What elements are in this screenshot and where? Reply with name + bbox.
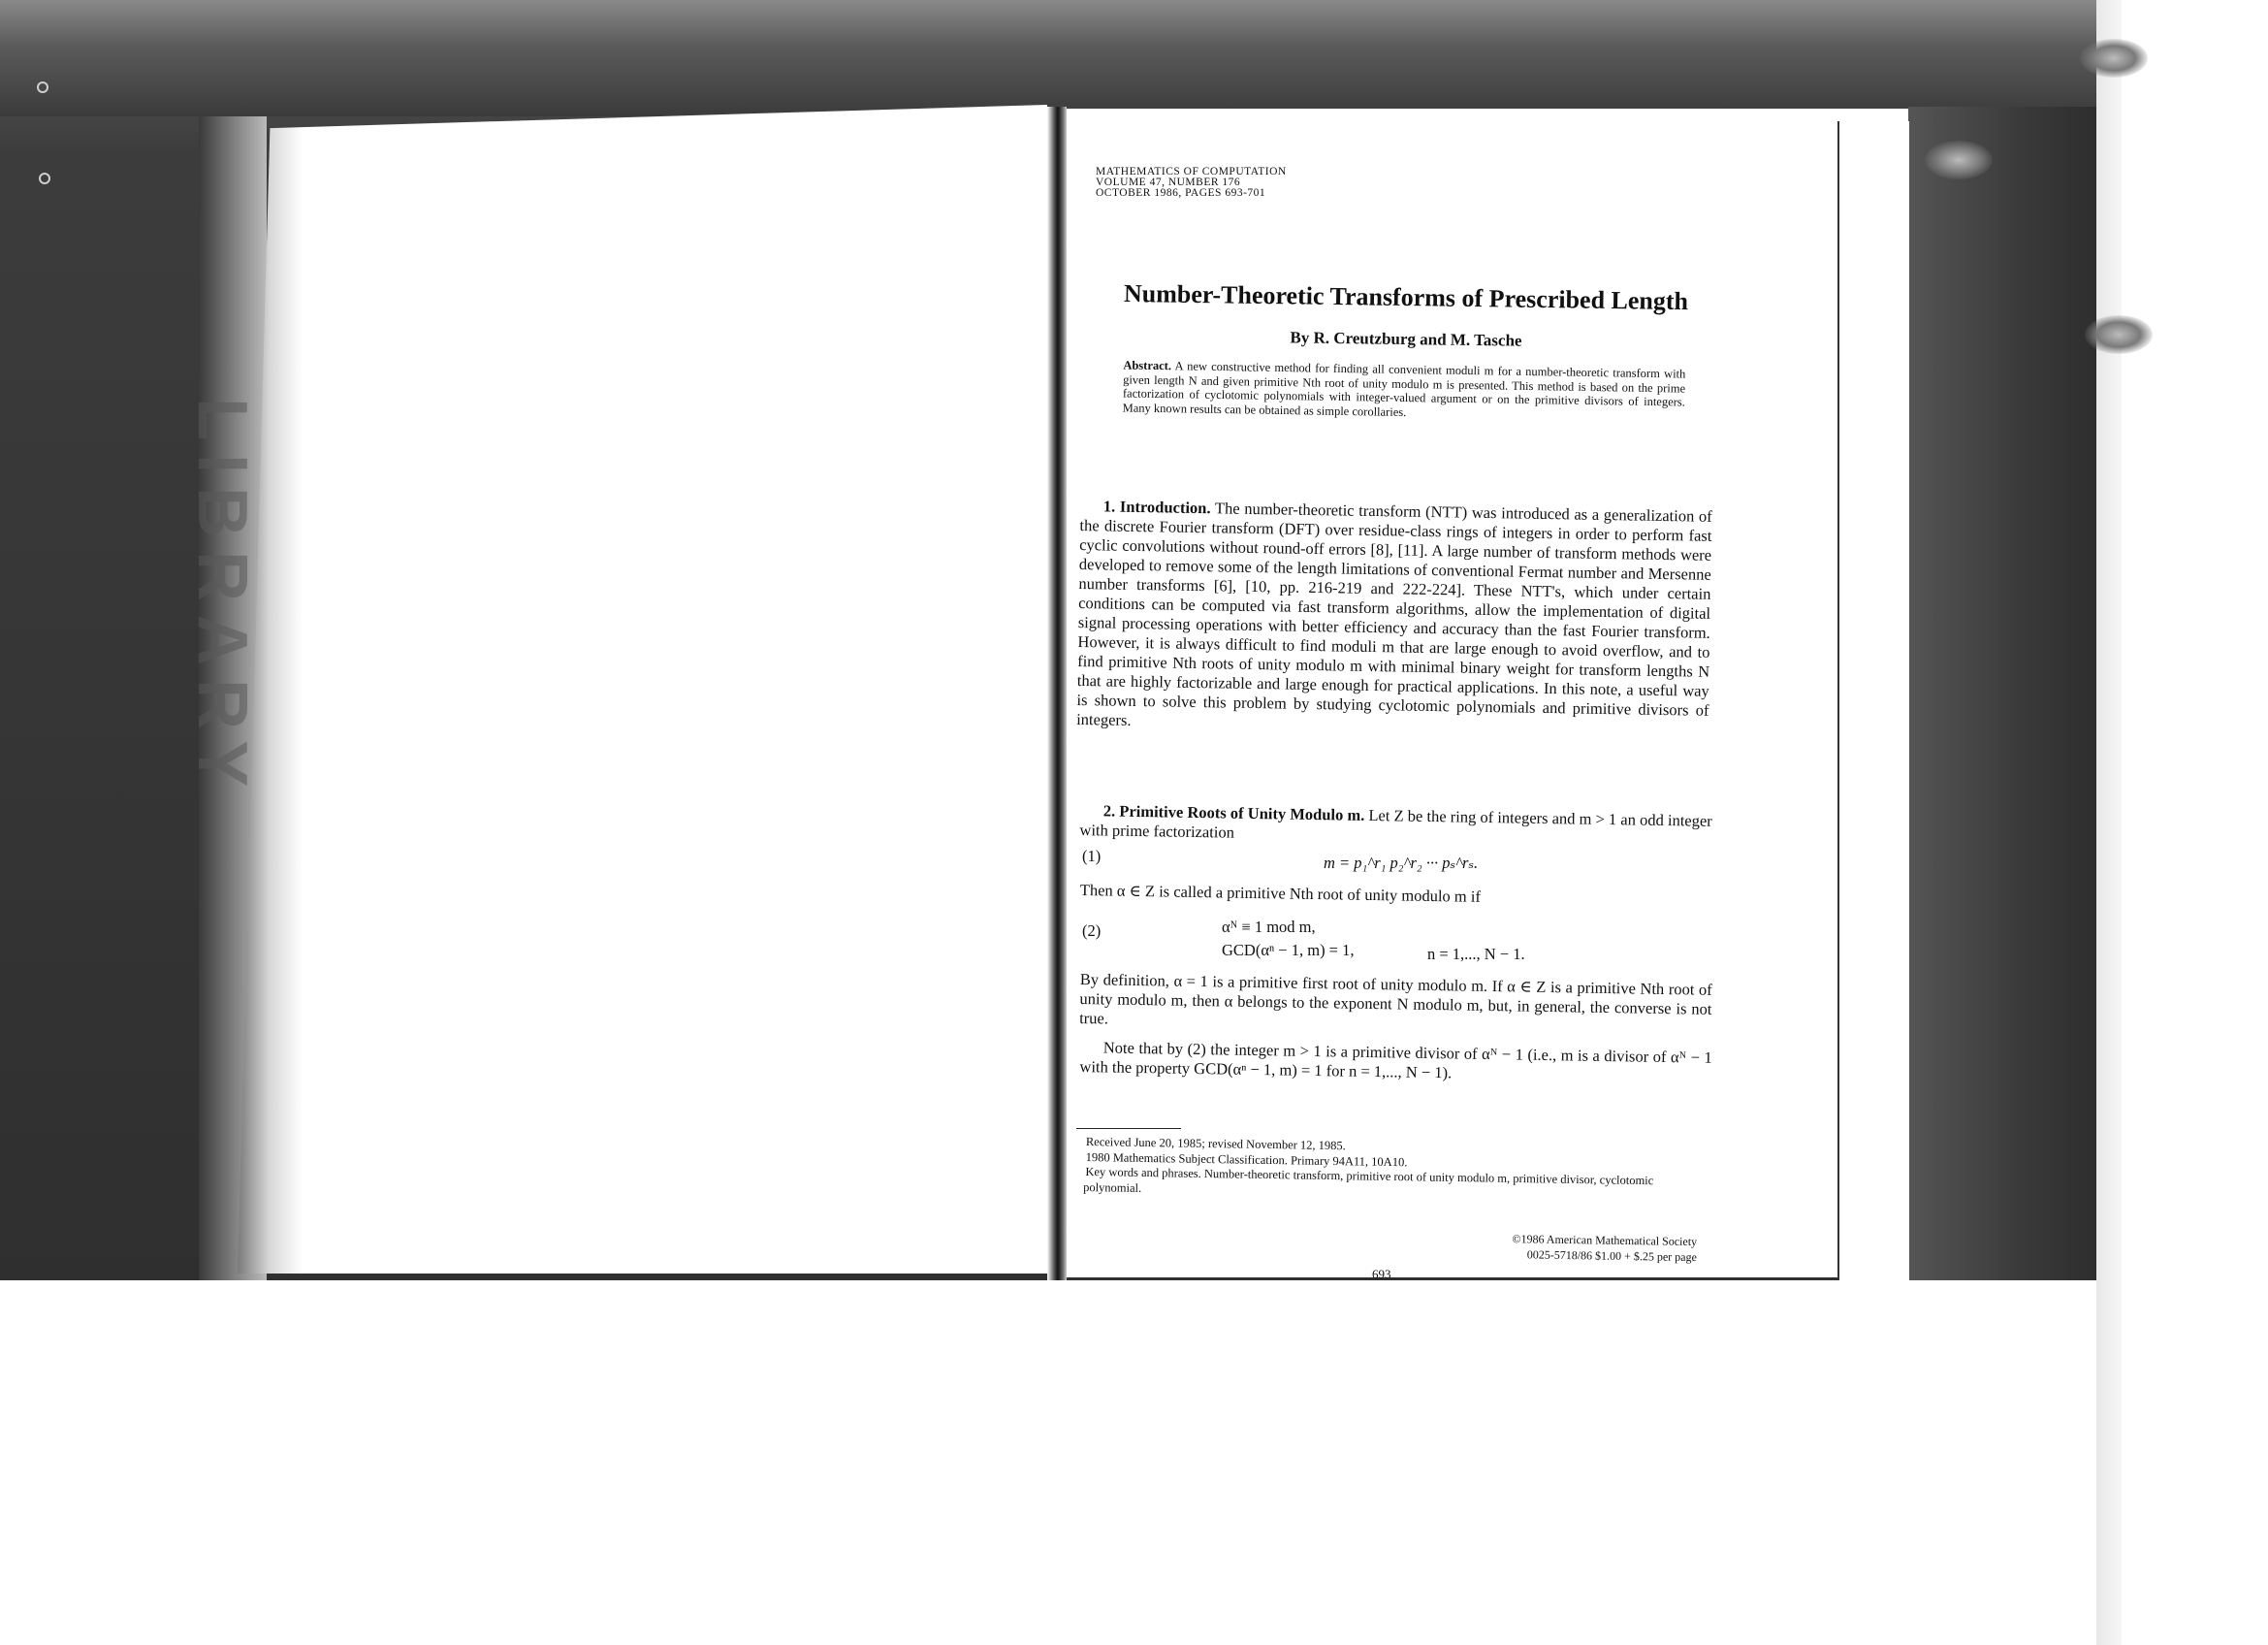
- binding-hole: [37, 81, 48, 93]
- page-number: 693: [1372, 1267, 1391, 1281]
- binding-hole: [39, 173, 50, 184]
- page-fold-edge: [1837, 121, 1909, 1280]
- definition-intro: Then α ∈ Z is called a primitive Nth root of unity modulo m if: [1079, 881, 1482, 906]
- scan-top-shadow: [0, 0, 2096, 116]
- journal-volume: VOLUME 47, NUMBER 176: [1096, 177, 1241, 188]
- light-glare: [1925, 141, 1993, 179]
- equation-number: (1): [1082, 847, 1102, 865]
- abstract-text: A new constructive method for finding all convenient moduli m for a number-theoretic transform with given length N and given primitive Nth root of unity modulo m is presented. This method is based on the prime factorization of cyclotomic polynomials with integer-valued argument or on the primitive divisors of integers. Many known results can be obtained as simple corollaries.: [1122, 359, 1686, 419]
- journal-date-pages: OCTOBER 1986, PAGES 693-701: [1096, 187, 1266, 199]
- scan-margin-strip: [2096, 0, 2122, 1645]
- copyright-notice: [1435, 1230, 1697, 1265]
- equation-congruence: αᴺ ≡ 1 mod m,: [1222, 918, 1316, 936]
- light-glare: [2080, 39, 2148, 78]
- equation-condition: n = 1,..., N − 1.: [1427, 945, 1525, 963]
- section-heading: 2. Primitive Roots of Unity Modulo m.: [1102, 801, 1365, 824]
- journal-name: MATHEMATICS OF COMPUTATION: [1096, 166, 1287, 177]
- paper-authors: By R. Creutzburg and M. Tasche: [1290, 328, 1522, 350]
- definition-paragraph: By definition, α = 1 is a primitive first root of unity modulo m. If α ∈ Z is a primitive Nth root of unity modulo m, then α belongs to the exponent N modulo m, but, in general, the converse is not true.: [1079, 970, 1712, 1028]
- abstract-label: Abstract.: [1123, 358, 1172, 373]
- pricing-line: 0025-5718/86 $1.00 + $.25 per page: [1526, 1247, 1697, 1265]
- footnote-keywords: Key words and phrases. Number-theoretic transform, primitive root of unity modulo m, primitive divisor, cyclotomic polynomial.: [1083, 1165, 1654, 1195]
- journal-header: [1096, 167, 1287, 199]
- footnotes: [1083, 1135, 1705, 1205]
- equation-gcd: GCD(αⁿ − 1, m) = 1,: [1222, 941, 1355, 959]
- note-paragraph: Note that by (2) the integer m > 1 is a primitive divisor of αᴺ − 1 (i.e., m is a divisor of αᴺ − 1 with the property GCD(αⁿ − 1, m) = 1 for n = 1,..., N − 1).: [1079, 1038, 1712, 1082]
- footnote-classification: 1980 Mathematics Subject Classification. Primary 94A11, 10A10.: [1085, 1149, 1408, 1169]
- section-introduction: [1076, 497, 1712, 740]
- copyright-line: ©1986 American Mathematical Society: [1512, 1232, 1698, 1249]
- section-text: Let Z be the ring of integers and m > 1 an odd integer with prime factorization: [1079, 805, 1712, 842]
- book-gutter: [1047, 107, 1067, 1280]
- footnote-divider: [1076, 1128, 1181, 1129]
- library-stamp: LIBRARY: [183, 398, 261, 801]
- abstract: [1123, 358, 1686, 423]
- left-page-blank: [238, 105, 1047, 1274]
- equation-prime-factorization: m = p₁^r₁ p₂^r₂ ··· pₛ^rₛ.: [1324, 854, 1479, 872]
- section-heading: 1. Introduction.: [1102, 497, 1211, 518]
- right-shadow: [1908, 107, 2096, 1280]
- equation-number: (2): [1082, 921, 1102, 940]
- section-text: The number-theoretic transform (NTT) was introduced as a generalization of the discrete Fourier transform (DFT) over residue-class rings of integers in order to perform fast cyclic convolutions without round-off errors [8], [11]. A large number of transform methods were developed to remove some of the length limitations of conventional Fermat number and Mersenne number transforms [6], [10, pp. 216-219 and 222-224]. These NTT's, which under certain conditions can be computed via fast transform algorithms, allow the implementation of digital signal processing operations with better efficiency and accuracy than the fast Fourier transform. However, it is always difficult to find moduli m that are large enough to avoid overflow, and to find primitive Nth roots of unity modulo m with minimal binary weight for transform lengths N that are highly factorizable and large enough for practical applications. In this note, a useful way is shown to solve this problem by studying cyclotomic polynomials and primitive divisors of integers.: [1076, 499, 1712, 729]
- footnote-received: Received June 20, 1985; revised November 12, 1985.: [1085, 1135, 1346, 1153]
- light-glare: [2085, 315, 2153, 354]
- paper-title: Number-Theoretic Transforms of Prescribed Length: [1123, 278, 1689, 316]
